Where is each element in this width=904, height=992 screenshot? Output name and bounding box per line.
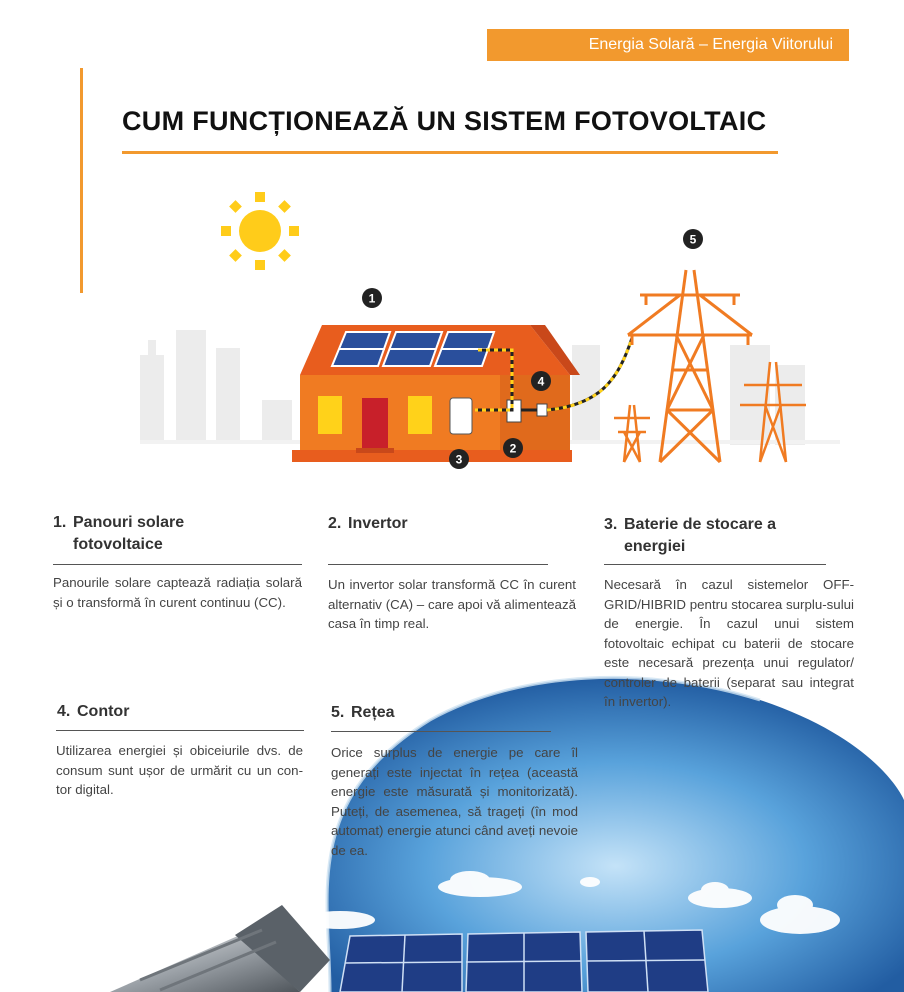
section-4-body: Utilizarea energiei și obiceiurile dvs. de consum sunt ușor de urmărit cu un con-tor digital. xyxy=(56,743,303,797)
header-banner: Energia Solară – Energia Viitorului xyxy=(487,29,849,61)
page-title: CUM FUNCȚIONEAZĂ UN SISTEM FOTOVOLTAIC xyxy=(122,106,767,136)
section-2-body: Un invertor solar transformă CC în curent alternativ (CA) – care apoi vă alimentează casa în timp real. xyxy=(328,577,576,631)
section-3-body: Necesară în cazul sistemelor OFF-GRID/HIBRID pentru stocarea surplu-sului de energie. În cazul unui sistem fotovoltaic echipat cu baterii de stocare este necesară prezența unui regulator/ controler de baterii (separat sau integrat în invertor). xyxy=(604,577,854,709)
section-5-title: 5. Rețea xyxy=(331,704,395,721)
bulb-base xyxy=(110,905,330,992)
ground-solar-panels xyxy=(340,930,708,992)
svg-text:5: 5 xyxy=(689,232,697,247)
marker-2 xyxy=(503,438,523,458)
section-4-rule xyxy=(56,730,304,731)
section-2-title: 2. Invertor xyxy=(328,515,408,532)
marker-5 xyxy=(683,229,703,249)
section-5-body: Orice surplus de energie pe care îl generați este injectat în rețea (această energie este măsurată și monitorizată). Puteți, de asemenea, să trageți (în mod automat) energie atunci când aveți nevoie de ea. xyxy=(331,745,578,858)
power-pylon-small-left xyxy=(614,405,650,462)
section-4-title: 4. Contor xyxy=(57,703,130,720)
section-1-body: Panourile solare captează radiația solară și o transformă în curent continuu (CC). xyxy=(53,575,302,610)
roof-solar-panels xyxy=(332,332,494,366)
svg-text:2: 2 xyxy=(509,441,517,456)
marker-3 xyxy=(449,449,469,469)
section-5-rule xyxy=(331,731,551,732)
svg-text:1: 1 xyxy=(368,291,376,306)
svg-text:3: 3 xyxy=(455,452,463,467)
marker-1 xyxy=(362,288,382,308)
section-1-title: 1. Panouri solare fotovoltaice xyxy=(53,514,185,553)
section-1-rule xyxy=(53,564,302,565)
section-3-title: 3. Baterie de stocare a energiei xyxy=(604,516,777,555)
section-2-rule xyxy=(328,564,548,565)
sun-icon xyxy=(221,192,299,270)
svg-text:4: 4 xyxy=(537,374,545,389)
section-3-rule xyxy=(604,564,826,565)
marker-4 xyxy=(531,371,551,391)
